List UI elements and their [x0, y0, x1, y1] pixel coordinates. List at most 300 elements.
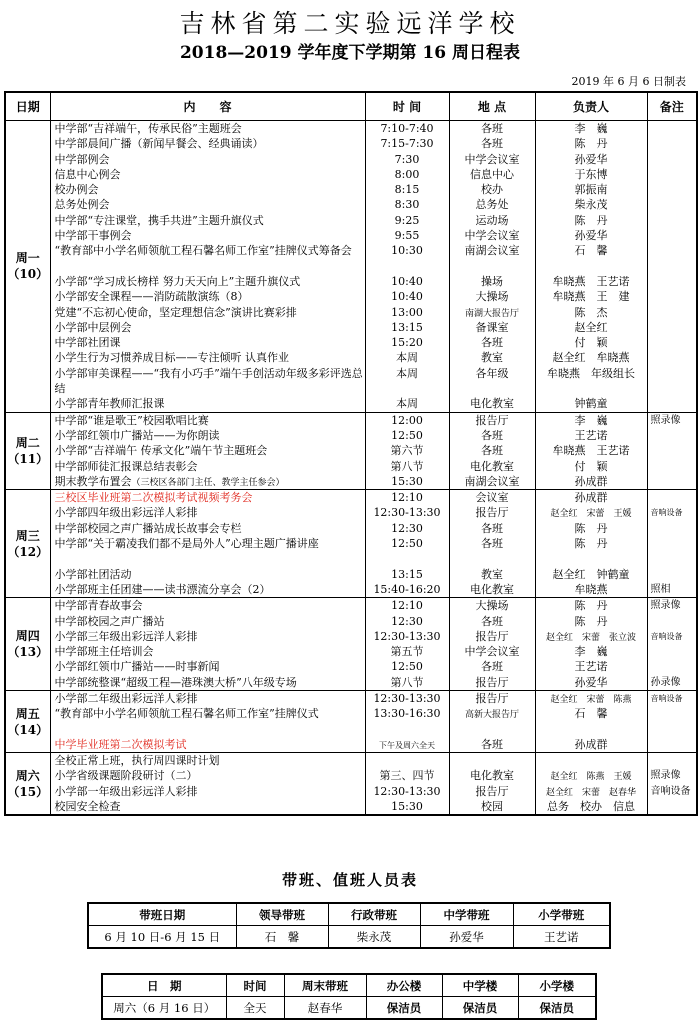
event-note	[648, 289, 697, 304]
event-content-column	[50, 598, 365, 691]
header-time: 时 间	[365, 92, 449, 121]
event-content-text: 小学部四年级出彩远洋人彩排	[54, 506, 198, 520]
event-person-text: 陈 丹	[574, 599, 608, 613]
event-note	[648, 350, 697, 365]
event-time	[366, 289, 449, 304]
event-note	[648, 228, 697, 243]
event-place	[450, 413, 535, 428]
duty-header-cell: 办公楼	[366, 974, 442, 997]
event-place-text: 校办	[481, 183, 503, 197]
event-place-text: 各班	[481, 336, 503, 350]
event-content	[51, 567, 365, 582]
event-content-text: 小学部红领巾广播站——为你朗读	[54, 428, 220, 442]
event-note	[648, 490, 697, 505]
event-person	[536, 335, 647, 350]
event-place	[450, 799, 535, 814]
event-content	[51, 274, 365, 289]
event-person	[536, 691, 647, 706]
event-content-aside: （三校区各部门主任、教学主任参会）	[131, 477, 285, 488]
day-label-cell	[5, 753, 50, 816]
event-note-column	[647, 412, 697, 489]
event-person-text: 赵全红 宋蕾 张立波	[545, 632, 636, 643]
event-time-text: 第八节	[390, 675, 424, 689]
event-content	[51, 598, 365, 613]
event-time-column	[365, 598, 449, 691]
event-time	[366, 614, 449, 629]
event-time	[366, 366, 449, 397]
duty-cell: 王艺诺	[513, 926, 610, 949]
event-person	[536, 659, 647, 674]
event-time	[366, 753, 449, 768]
event-content	[51, 753, 365, 768]
event-content	[51, 121, 365, 136]
event-content-column	[50, 753, 365, 816]
event-person	[536, 474, 647, 489]
event-time	[366, 768, 449, 783]
event-person-text: 赵全红 宋蕾 陈燕	[550, 694, 632, 705]
day-block	[5, 690, 697, 752]
event-content	[51, 152, 365, 167]
event-time	[366, 521, 449, 536]
event-note	[648, 691, 697, 706]
event-person-text: 王艺诺	[574, 428, 608, 442]
day-block	[5, 490, 697, 598]
header-note: 备注	[647, 92, 697, 121]
event-place	[450, 505, 535, 520]
event-person-text: 柴永茂	[574, 198, 608, 212]
event-content-column	[50, 121, 365, 413]
event-place	[450, 274, 535, 289]
event-content-text: 中学部“谁是歌王”校园歌唱比赛	[54, 413, 209, 427]
event-content-text: 三校区毕业班第二次模拟考试视频考务会	[54, 491, 253, 505]
event-place-text: 各班	[481, 521, 503, 535]
event-place	[450, 753, 535, 768]
event-content	[51, 228, 365, 243]
event-time	[366, 459, 449, 474]
event-person-text: 牟晓燕 王艺诺	[552, 274, 630, 288]
event-place-text: 报告厅	[475, 675, 509, 689]
event-time	[366, 396, 449, 411]
event-content	[51, 305, 365, 320]
event-person-text: 牟晓燕 年级组长	[547, 366, 635, 380]
event-place	[450, 521, 535, 536]
event-place-text: 各班	[481, 122, 503, 135]
event-content-text: 校办例会	[54, 183, 99, 197]
event-place-text: 电化教室	[470, 769, 514, 783]
event-person-text: 王艺诺	[574, 660, 608, 674]
event-content-text: 小学生行为习惯养成目标——专注倾听 认真作业	[54, 351, 289, 365]
event-content	[51, 582, 365, 597]
event-time-text: 13:15	[391, 567, 423, 581]
event-place	[450, 289, 535, 304]
event-time-text: 12:50	[391, 428, 423, 442]
event-note	[648, 167, 697, 182]
event-content-text: 小学部二年级出彩远洋人彩排	[54, 691, 198, 705]
event-time-text: 第三、四节	[379, 769, 435, 783]
event-person	[536, 629, 647, 644]
event-place	[450, 598, 535, 613]
event-content-text: 信息中心例会	[54, 167, 121, 181]
event-note-text: 孙录像	[650, 676, 681, 688]
event-note	[648, 428, 697, 443]
day-block	[5, 121, 697, 413]
event-place-text: 中学会议室	[464, 152, 520, 166]
event-place-text: 报告厅	[475, 506, 509, 520]
header-content: 内 容	[50, 92, 365, 121]
event-content	[51, 644, 365, 659]
event-place-text: 总务处	[475, 198, 509, 212]
event-place	[450, 629, 535, 644]
event-time-column	[365, 490, 449, 598]
event-person-text: 陈 丹	[574, 521, 608, 535]
duty-header-cell: 周末带班	[284, 974, 366, 997]
day-name: 周四	[15, 629, 40, 644]
event-place-text: 各班	[481, 428, 503, 442]
event-content-text: 期末教学布置会	[54, 474, 132, 488]
event-person-text: 孙爱华	[574, 675, 608, 689]
event-person-text: 牟晓燕 王艺诺	[552, 444, 630, 458]
event-time-text: 15:30	[391, 800, 423, 814]
duty-row	[102, 997, 596, 1020]
event-time	[366, 428, 449, 443]
event-content	[51, 737, 365, 752]
event-place	[450, 335, 535, 350]
event-content	[51, 197, 365, 212]
event-content	[51, 350, 365, 365]
day-block	[5, 753, 697, 816]
event-place-column	[449, 753, 535, 816]
event-content-text: 中学部统整课“超级工程—港珠澳大桥”八年级专场	[54, 675, 297, 689]
event-place-text: 南湖大报告厅	[464, 308, 519, 319]
duty-table-weekend	[101, 973, 597, 1020]
event-time	[366, 490, 449, 505]
event-note-text: 照录像	[650, 600, 681, 612]
event-person-text: 付 颖	[574, 336, 608, 350]
event-content-column	[50, 690, 365, 752]
event-person	[536, 320, 647, 335]
event-place	[450, 350, 535, 365]
day-name: 周二	[15, 435, 40, 450]
event-place	[450, 182, 535, 197]
event-time	[366, 567, 449, 582]
event-place	[450, 644, 535, 659]
event-time-text: 15:30	[391, 474, 423, 488]
duty-header-cell: 小学楼	[518, 974, 596, 997]
event-note-text: 音响设备	[650, 631, 683, 641]
event-content-text: “教育部中小学名师领航工程石馨名师工作室”挂牌仪式筹备会	[54, 244, 352, 258]
event-note	[648, 335, 697, 350]
event-time-text: 13:00	[391, 305, 423, 319]
event-time	[366, 213, 449, 228]
event-time	[366, 413, 449, 428]
event-place-text: 各班	[481, 737, 503, 751]
event-note-column	[647, 490, 697, 598]
event-place-text: 南湖会议室	[464, 244, 520, 258]
event-person	[536, 350, 647, 365]
event-place-text: 备课室	[475, 320, 509, 334]
day-block	[5, 412, 697, 489]
event-note	[648, 474, 697, 489]
header-date: 日期	[5, 92, 50, 121]
event-time	[366, 305, 449, 320]
duty-cell: 柴永茂	[328, 926, 420, 949]
event-person-text: 牟晓燕 王 建	[552, 290, 630, 304]
day-name: 周三	[15, 528, 40, 543]
event-note	[648, 320, 697, 335]
event-time-text: 第五节	[390, 645, 424, 659]
event-person	[536, 490, 647, 505]
event-time	[366, 243, 449, 274]
event-content-text: 总务处例会	[54, 198, 110, 212]
event-content	[51, 768, 365, 783]
day-name: 周五	[15, 706, 40, 721]
event-time	[366, 784, 449, 799]
event-time-column	[365, 753, 449, 816]
day-label-cell	[5, 690, 50, 752]
event-place	[450, 443, 535, 458]
event-person	[536, 459, 647, 474]
event-time	[366, 152, 449, 167]
event-person-text: 钟鹤童	[574, 397, 608, 411]
event-content	[51, 213, 365, 228]
event-time	[366, 644, 449, 659]
event-time	[366, 582, 449, 597]
event-time-text: 8:15	[394, 183, 420, 197]
event-content-column	[50, 490, 365, 598]
duty-header-cell: 中学带班	[420, 903, 513, 926]
event-person-text: 陈 丹	[574, 614, 608, 628]
event-place-text: 报告厅	[475, 413, 509, 427]
date-made: 2019 年 6 月 6 日制表	[571, 75, 686, 88]
event-content	[51, 521, 365, 536]
event-content	[51, 396, 365, 411]
event-place-text: 大操场	[475, 290, 509, 304]
event-place-text: 报告厅	[475, 691, 509, 705]
event-place	[450, 366, 535, 397]
event-place	[450, 582, 535, 597]
event-note	[648, 753, 697, 768]
event-content-text: 中学部“关于霸凌我们都不是局外人”心理主题广播讲座	[54, 537, 319, 551]
event-person	[536, 644, 647, 659]
event-note	[648, 305, 697, 320]
duty-header-cell: 小学带班	[513, 903, 610, 926]
event-place-text: 各班	[481, 537, 503, 551]
event-person-text: 孙成群	[574, 737, 608, 751]
event-time-text: 12:10	[391, 491, 423, 505]
event-time-column	[365, 412, 449, 489]
event-time-text: 本周	[396, 397, 418, 411]
event-content	[51, 659, 365, 674]
event-place	[450, 784, 535, 799]
event-content	[51, 536, 365, 567]
event-time-text: 9:55	[394, 229, 420, 243]
event-place-text: 各班	[481, 614, 503, 628]
event-time	[366, 443, 449, 458]
event-note-column	[647, 753, 697, 816]
event-content	[51, 474, 365, 489]
day-label-cell	[5, 121, 50, 413]
event-place	[450, 305, 535, 320]
event-place-text: 电化教室	[470, 582, 514, 596]
event-place-text: 教室	[481, 567, 503, 581]
event-place-column	[449, 690, 535, 752]
event-time	[366, 320, 449, 335]
day-label-cell	[5, 490, 50, 598]
school-name: 吉林省第二实验远洋学校	[179, 9, 521, 38]
event-content-text: 小学部“学习成长榜样 努力天天向上”主题升旗仪式	[54, 274, 301, 288]
event-time	[366, 335, 449, 350]
event-note-text: 照录像	[650, 414, 681, 426]
event-person	[536, 614, 647, 629]
duty-cell: 6 月 10 日-6 月 15 日	[88, 926, 236, 949]
day-number: （12）	[7, 544, 49, 559]
event-time-text: 7:15-7:30	[380, 137, 434, 151]
event-time-text: 10:30	[391, 244, 423, 258]
event-place-text: 各班	[481, 137, 503, 151]
event-place	[450, 737, 535, 752]
event-time-text: 8:00	[394, 167, 420, 181]
event-content-text: 全校正常上班，执行周四课时计划	[54, 754, 220, 768]
event-note-text: 照录像	[650, 770, 681, 782]
day-label-cell	[5, 598, 50, 691]
event-place	[450, 213, 535, 228]
event-time	[366, 167, 449, 182]
event-content	[51, 629, 365, 644]
day-name: 周一	[15, 251, 40, 266]
event-person-text: 于东博	[574, 167, 608, 181]
event-time	[366, 536, 449, 567]
event-time-text: 下午及周六全天	[379, 740, 435, 750]
event-person-text: 陈 丹	[574, 537, 608, 551]
event-person-text: 李 巍	[574, 122, 608, 135]
event-place-text: 各班	[481, 660, 503, 674]
event-place-column	[449, 412, 535, 489]
event-content	[51, 243, 365, 274]
event-note-column	[647, 690, 697, 752]
schedule-title: 2018—2019 学年度下学期第 16 周日程表	[179, 43, 521, 63]
day-name: 周六	[15, 768, 40, 783]
event-person-text: 孙爱华	[574, 229, 608, 243]
event-content	[51, 335, 365, 350]
duty-cell: 保洁员	[518, 997, 596, 1020]
event-place	[450, 197, 535, 212]
event-person-column	[535, 490, 647, 598]
event-note	[648, 505, 697, 520]
event-content-column	[50, 412, 365, 489]
event-note-text: 音响设备	[650, 785, 691, 797]
event-content-text: 小学部审美课程——“我有小巧手”端午手创活动年级多彩评选总结	[54, 366, 363, 396]
event-time-text: 7:10-7:40	[380, 122, 434, 135]
event-time-text: 7:30	[394, 152, 420, 166]
event-place	[450, 320, 535, 335]
event-person	[536, 136, 647, 151]
event-person	[536, 567, 647, 582]
event-content	[51, 691, 365, 706]
header-place: 地 点	[449, 92, 535, 121]
event-content-text: 中学部班主任培训会	[54, 645, 154, 659]
event-note-column	[647, 121, 697, 413]
event-note-column	[647, 598, 697, 691]
event-content	[51, 490, 365, 505]
event-place-text: 中学会议室	[464, 229, 520, 243]
event-person-column	[535, 753, 647, 816]
event-place	[450, 659, 535, 674]
event-content	[51, 413, 365, 428]
event-content	[51, 136, 365, 151]
event-note	[648, 136, 697, 151]
event-person	[536, 784, 647, 799]
event-note	[648, 243, 697, 274]
event-place	[450, 152, 535, 167]
event-time-text: 本周	[396, 351, 418, 365]
event-person	[536, 228, 647, 243]
event-time-column	[365, 690, 449, 752]
event-note	[648, 536, 697, 567]
event-note	[648, 213, 697, 228]
event-person-text: 赵全红 牟晓燕	[552, 351, 630, 365]
event-time-text: 15:40-16:20	[373, 582, 441, 596]
event-note	[648, 706, 697, 737]
event-place	[450, 691, 535, 706]
event-time-text: 8:30	[394, 198, 420, 212]
event-place-text: 电化教室	[470, 397, 514, 411]
event-note	[648, 443, 697, 458]
event-place	[450, 706, 535, 737]
event-note	[648, 197, 697, 212]
event-content	[51, 320, 365, 335]
event-place	[450, 243, 535, 274]
event-person-text: 孙成群	[574, 491, 608, 505]
event-person-text: 赵全红 钟鹤童	[552, 567, 630, 581]
event-time	[366, 182, 449, 197]
duty-cell: 石 馨	[236, 926, 328, 949]
event-place	[450, 490, 535, 505]
event-place-text: 教室	[481, 351, 503, 365]
event-place-text: 操场	[481, 274, 503, 288]
event-place-text: 各年级	[475, 366, 509, 380]
event-person-text: 牟晓燕	[574, 582, 608, 596]
event-time	[366, 136, 449, 151]
event-content	[51, 505, 365, 520]
event-place-text: 高新大报告厅	[464, 710, 519, 721]
event-time	[366, 598, 449, 613]
event-time	[366, 197, 449, 212]
event-place-text: 报告厅	[475, 784, 509, 798]
event-place-text: 电化教室	[470, 459, 514, 473]
event-person	[536, 521, 647, 536]
event-place-text: 校园	[481, 800, 503, 814]
event-content	[51, 167, 365, 182]
event-content	[51, 289, 365, 304]
event-place	[450, 396, 535, 411]
event-note	[648, 121, 697, 136]
event-person	[536, 182, 647, 197]
schedule-header-row	[5, 92, 697, 121]
event-time	[366, 474, 449, 489]
event-content-text: 中学毕业班第二次模拟考试	[54, 737, 187, 751]
event-person-text: 总务 校办 信息	[547, 800, 635, 814]
event-place	[450, 567, 535, 582]
event-time-text: 本周	[396, 366, 418, 380]
event-person	[536, 799, 647, 814]
event-time-text: 第六节	[390, 444, 424, 458]
event-place	[450, 136, 535, 151]
event-content-text: 小学部中层例会	[54, 320, 132, 334]
event-place	[450, 121, 535, 136]
event-note	[648, 659, 697, 674]
event-time-text: 12:30-13:30	[373, 691, 441, 705]
event-note	[648, 152, 697, 167]
